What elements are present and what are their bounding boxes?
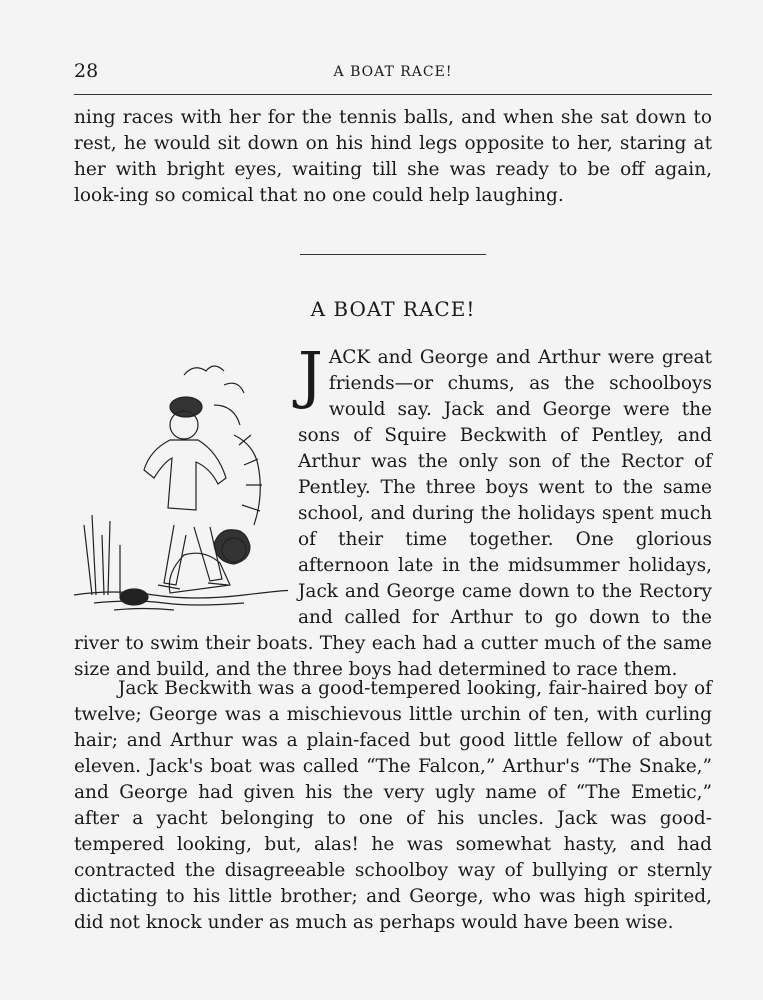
section-divider [300, 254, 486, 255]
boys-by-river-illustration [74, 345, 296, 625]
story-paragraph-2: Jack Beckwith was a good-tempered looking, fair-haired boy of twelve; George was a mischievous little urchin of ten, with curling hair; and Arthur was a plain-faced but good little fellow of about eleven. Jack's boat was called “The Falcon,” Arthur's “The Snake,” and George had given his the very ugly name of “The Emetic,” after a yacht belonging to one of his uncles. Jack was good-tempered looking, but, alas! he was somewhat hasty, and had contracted the disagreeable schoolboy way of bullying or sternly dictating to his little brother; and George, who was high spirited, did not knock under as much as perhaps would have been wise. [74, 678, 712, 933]
running-head [74, 58, 712, 88]
story-paragraph-1-text: ACK and George and Arthur were great friends—or chums, as the schoolboys would say. Jack and George were the sons of Squire Beckwith of Pentley, and Arthur was the only son of the Rector of Pentley. The three boys went to the same school, and during the holidays spent much of their time together. One glorious afternoon late in the midsummer holidays, Jack and George came down to the Rectory and called for Arthur to go down to the river to swim their boats. They each had a cutter much of the same size and build, and the three boys had determined to race them. [74, 347, 712, 680]
running-title: A BOAT RACE! [333, 64, 453, 80]
story-paragraph-1 [74, 338, 712, 683]
section-title: A BOAT RACE! [310, 297, 476, 321]
engraving-graphic [74, 345, 288, 615]
page-number: 28 [74, 60, 99, 82]
header-rule [74, 94, 712, 95]
continued-paragraph: ning races with her for the tennis balls, and when she sat down to rest, he would sit down on his hind legs opposite to her, staring at her with bright eyes, waiting till she was ready to be off again, look-ing so comical that no one could help laughing. [74, 107, 712, 206]
drop-cap-letter: J [298, 338, 323, 411]
